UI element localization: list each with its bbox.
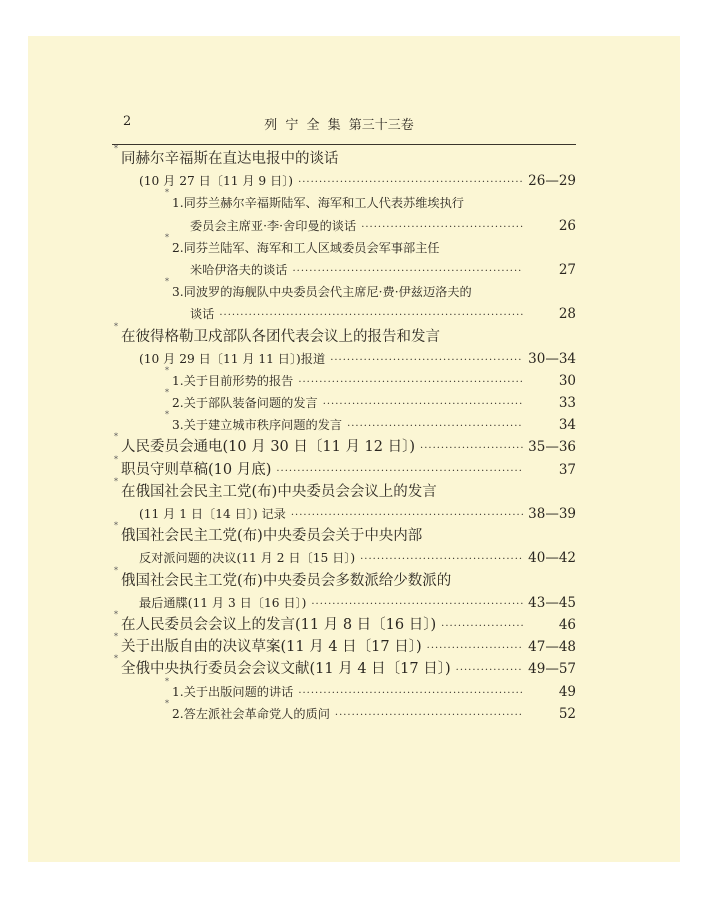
page-ref: 37 [558,461,576,478]
toc-entry-date-line[interactable]: (10 月 27 日〔11 月 9 日〕) ····· 26—29 [112,170,576,192]
page-ref: 49—57 [528,661,576,678]
asterisk-mark-icon: * [114,565,118,575]
page-number: 2 [123,114,132,129]
dot-leader [293,261,524,283]
page-ref: 28 [558,306,576,323]
dot-leader [456,660,523,682]
toc-subentry-line[interactable]: * 2.答左派社会革命党人的质问 ····· 52 [112,703,576,725]
asterisk-mark-icon: * [165,232,169,242]
page-ref: 30 [558,372,576,389]
toc-entry-date-line[interactable]: 反对派问题的决议(11 月 2 日〔15 日〕) ····· 40—42 [112,547,576,569]
page-ref: 30—34 [528,350,576,367]
page-ref: 43—45 [528,594,576,611]
dot-leader [276,461,523,483]
asterisk-mark-icon: * [165,365,169,375]
toc-entry-title[interactable]: * 在俄国社会民主工党(布)中央委员会会议上的发言 [114,476,437,500]
toc-subentry-line[interactable]: * 1.关于出版问题的讲话 ····· 49 [112,681,576,703]
dot-leader [441,616,523,638]
page-ref: 40—42 [528,550,576,567]
toc-entry-line[interactable]: * 全俄中央执行委员会会议文献(11 月 4 日〔17 日〕) ····· 49—57 [112,658,576,680]
dot-leader [298,372,523,394]
asterisk-mark-icon: * [114,521,118,531]
toc-subentry-line[interactable]: * 1.关于目前形势的报告 ····· 30 [112,370,576,392]
toc-entry-line[interactable]: * 关于出版自由的决议草案(11 月 4 日〔17 日〕) ····· 47—48 [112,636,576,658]
dot-leader [330,350,523,372]
dot-leader [323,394,523,416]
table-of-contents [112,144,576,725]
dot-leader [311,594,523,616]
page-ref: 26—29 [528,173,576,190]
dot-leader [347,416,523,438]
dot-leader [219,305,523,327]
page-ref: 35—36 [528,439,576,456]
asterisk-mark-icon: * [114,654,118,664]
toc-subentry-line[interactable]: 米哈伊洛夫的谈话 ····· 27 [112,259,576,281]
asterisk-mark-icon: * [165,410,169,420]
dot-leader [427,638,523,660]
toc-entry-title[interactable]: * 俄国社会民主工党(布)中央委员会关于中央内部 [114,521,423,545]
toc-entry-date-line[interactable]: (10 月 29 日〔11 月 11 日〕)报道 ····· 30—34 [112,348,576,370]
asterisk-mark-icon: * [114,476,118,486]
page-ref: 38—39 [528,506,576,522]
toc-subentry-title[interactable]: * 1.同芬兰赫尔辛福斯陆军、海军和工人代表苏维埃执行 [165,188,464,211]
header-rule [112,144,576,145]
page-ref: 33 [558,395,576,412]
page-ref: 34 [558,417,576,434]
asterisk-mark-icon: * [165,698,169,708]
toc-subentry-line[interactable]: 谈话 ····· 28 [112,303,576,325]
asterisk-mark-icon: * [114,454,118,464]
toc-subentry-line[interactable]: * 2.关于部队装备问题的发言 ····· 33 [112,392,576,414]
asterisk-mark-icon: * [114,609,118,619]
toc-entry-line[interactable]: * 人民委员会通电(10 月 30 日〔11 月 12 日〕) ····· 35—36 [112,436,576,458]
asterisk-mark-icon: * [114,632,118,642]
asterisk-mark-icon: * [165,188,169,198]
toc-subentry-title[interactable]: * 2.同芬兰陆军、海军和工人区域委员会军事部主任 [165,232,440,255]
asterisk-mark-icon: * [114,144,118,153]
toc-subentry-title[interactable]: * 3.同波罗的海舰队中央委员会代主席尼·费·伊兹迈洛夫的 [165,277,472,300]
toc-entry-title[interactable]: * 同赫尔辛福斯在直达电报中的谈话 [114,144,339,167]
page-ref: 46 [558,616,576,633]
dot-leader [298,683,523,705]
dot-leader [335,705,523,727]
toc-entry-title[interactable]: * 俄国社会民主工党(布)中央委员会多数派给少数派的 [114,565,452,589]
page-ref: 47—48 [528,639,576,656]
asterisk-mark-icon: * [165,388,169,398]
page-ref: 52 [558,705,576,722]
toc-subentry-line[interactable]: * 3.关于建立城市秩序问题的发言 ····· 34 [112,414,576,436]
running-header [123,114,555,134]
dot-leader [361,217,523,239]
running-title: 列 宁 全 集 第三十三卷 [264,118,414,133]
dot-leader [420,438,523,460]
asterisk-mark-icon: * [165,277,169,287]
toc-entry-line[interactable]: * 职员守则草稿(10 月底) ····· 37 [112,459,576,481]
toc-subentry-line[interactable]: 委员会主席亚·李·舍印曼的谈话 ····· 26 [112,215,576,237]
page-ref: 49 [558,683,576,700]
dot-leader [291,505,523,527]
toc-entry-date-line[interactable]: 最后通牒(11 月 3 日〔16 日〕) ····· 43—45 [112,592,576,614]
asterisk-mark-icon: * [165,676,169,686]
asterisk-mark-icon: * [114,432,118,442]
page-ref: 26 [558,217,576,234]
toc-entry-date-line[interactable]: (11 月 1 日〔14 日〕) 记录 ····· 38—39 [112,503,576,525]
dot-leader [298,172,523,194]
toc-entry-title[interactable]: * 在彼得格勒卫戍部队各团代表会议上的报告和发言 [114,321,440,345]
page-ref: 27 [558,261,576,278]
toc-entry-line[interactable]: * 在人民委员会会议上的发言(11 月 8 日〔16 日〕) ····· 46 [112,614,576,636]
asterisk-mark-icon: * [114,321,118,331]
dot-leader [360,549,523,571]
